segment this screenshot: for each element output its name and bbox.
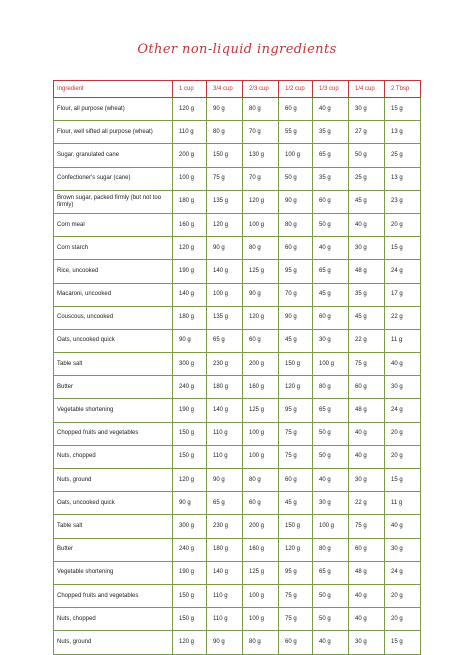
measurement-cell: 22 g [385, 307, 421, 330]
ingredient-name: Oats, uncooked quick [53, 330, 173, 353]
ingredient-name: Vegetable shortening [53, 562, 173, 585]
measurement-cell: 40 g [313, 98, 349, 121]
measurement-cell: 90 g [207, 469, 243, 492]
measurement-cell: 24 g [385, 399, 421, 422]
measurement-cell: 100 g [279, 144, 313, 167]
measurement-cell: 200 g [243, 515, 279, 538]
measurement-cell: 60 g [279, 469, 313, 492]
ingredient-name: Butter [53, 376, 173, 399]
table-row [53, 562, 421, 585]
measurement-cell: 100 g [243, 446, 279, 469]
measurement-cell: 75 g [279, 585, 313, 608]
measurement-cell: 80 g [243, 631, 279, 654]
measurement-cell: 110 g [207, 446, 243, 469]
table-row [53, 376, 421, 399]
measurement-cell: 15 g [385, 237, 421, 260]
measurement-cell: 70 g [243, 121, 279, 144]
measurement-cell: 60 g [313, 191, 349, 214]
ingredient-name: Macaroni, uncooked [53, 284, 173, 307]
measurement-cell: 140 g [173, 284, 207, 307]
measurement-cell: 90 g [279, 307, 313, 330]
table-row [53, 631, 421, 654]
measurement-cell: 60 g [279, 237, 313, 260]
measurement-cell: 180 g [207, 376, 243, 399]
measurement-cell: 120 g [173, 631, 207, 654]
measurement-cell: 25 g [349, 168, 385, 191]
measurement-cell: 150 g [279, 353, 313, 376]
measurement-cell: 75 g [279, 446, 313, 469]
ingredient-name: Chopped fruits and vegetables [53, 585, 173, 608]
measurement-cell: 75 g [349, 515, 385, 538]
measurement-cell: 75 g [349, 353, 385, 376]
measurement-cell: 45 g [349, 307, 385, 330]
measurement-cell: 110 g [173, 121, 207, 144]
measurement-cell: 100 g [207, 284, 243, 307]
measurement-cell: 30 g [349, 237, 385, 260]
measurement-cell: 160 g [243, 376, 279, 399]
measurement-cell: 40 g [349, 423, 385, 446]
measurement-cell: 13 g [385, 168, 421, 191]
table-row [53, 284, 421, 307]
column-header-3-4-cup: 3/4 cup [207, 80, 243, 98]
measurement-cell: 23 g [385, 191, 421, 214]
measurement-cell: 22 g [349, 330, 385, 353]
table-row [53, 191, 421, 214]
measurement-cell: 20 g [385, 608, 421, 631]
measurement-cell: 95 g [279, 399, 313, 422]
measurement-cell: 120 g [243, 307, 279, 330]
measurement-cell: 20 g [385, 214, 421, 237]
measurement-cell: 65 g [207, 492, 243, 515]
measurement-cell: 190 g [173, 399, 207, 422]
measurement-cell: 75 g [279, 423, 313, 446]
measurement-cell: 110 g [207, 423, 243, 446]
measurement-cell: 40 g [349, 585, 385, 608]
table-row [53, 214, 421, 237]
ingredient-name: Sugar, granulated cane [53, 144, 173, 167]
measurement-cell: 100 g [243, 585, 279, 608]
measurement-cell: 120 g [173, 469, 207, 492]
measurement-cell: 180 g [173, 307, 207, 330]
measurement-cell: 90 g [279, 191, 313, 214]
ingredient-name: Nuts, chopped [53, 608, 173, 631]
ingredient-name: Nuts, chopped [53, 446, 173, 469]
measurement-cell: 190 g [173, 562, 207, 585]
table-row [53, 608, 421, 631]
measurement-cell: 125 g [243, 562, 279, 585]
measurement-cell: 45 g [279, 492, 313, 515]
measurement-cell: 240 g [173, 539, 207, 562]
measurement-cell: 48 g [349, 562, 385, 585]
measurement-cell: 200 g [243, 353, 279, 376]
measurement-cell: 70 g [243, 168, 279, 191]
measurement-cell: 120 g [173, 98, 207, 121]
measurement-cell: 150 g [173, 446, 207, 469]
table-row [53, 237, 421, 260]
measurement-cell: 15 g [385, 631, 421, 654]
measurement-cell: 90 g [173, 330, 207, 353]
measurement-cell: 40 g [313, 469, 349, 492]
column-header-1-2-cup: 1/2 cup [279, 80, 313, 98]
measurement-cell: 60 g [349, 539, 385, 562]
measurement-cell: 40 g [349, 446, 385, 469]
table-row [53, 307, 421, 330]
table-row [53, 585, 421, 608]
measurement-cell: 120 g [243, 191, 279, 214]
table-row [53, 260, 421, 283]
measurement-cell: 120 g [279, 539, 313, 562]
page-title: Other non-liquid ingredients [137, 42, 337, 57]
measurement-cell: 60 g [243, 492, 279, 515]
table-row [53, 330, 421, 353]
measurement-cell: 15 g [385, 98, 421, 121]
table-row [53, 144, 421, 167]
ingredient-name: Flour, well sifted all purpose (wheat) [53, 121, 173, 144]
table-row [53, 515, 421, 538]
ingredient-name: Chopped fruits and vegetables [53, 423, 173, 446]
measurement-cell: 40 g [385, 515, 421, 538]
measurement-cell: 120 g [207, 214, 243, 237]
measurement-cell: 13 g [385, 121, 421, 144]
measurement-cell: 24 g [385, 260, 421, 283]
ingredient-name: Brown sugar, packed firmly (but not too firmly) [53, 191, 173, 214]
measurement-cell: 35 g [349, 284, 385, 307]
measurement-cell: 100 g [243, 214, 279, 237]
measurement-cell: 30 g [349, 631, 385, 654]
measurement-cell: 230 g [207, 353, 243, 376]
ingredient-name: Butter [53, 539, 173, 562]
measurement-cell: 75 g [207, 168, 243, 191]
measurement-cell: 40 g [385, 353, 421, 376]
table-row [53, 539, 421, 562]
table-row [53, 121, 421, 144]
measurement-cell: 27 g [349, 121, 385, 144]
measurement-cell: 24 g [385, 562, 421, 585]
ingredient-name: Table salt [53, 515, 173, 538]
measurement-cell: 150 g [207, 144, 243, 167]
header-row [53, 80, 421, 98]
measurement-cell: 100 g [173, 168, 207, 191]
measurement-cell: 150 g [173, 423, 207, 446]
table-row [53, 168, 421, 191]
measurement-cell: 65 g [313, 144, 349, 167]
measurement-cell: 55 g [279, 121, 313, 144]
measurement-cell: 90 g [207, 237, 243, 260]
measurement-cell: 40 g [313, 237, 349, 260]
table-row [53, 423, 421, 446]
measurement-cell: 95 g [279, 562, 313, 585]
measurement-cell: 140 g [207, 562, 243, 585]
measurement-cell: 90 g [173, 492, 207, 515]
measurement-cell: 35 g [313, 121, 349, 144]
measurement-cell: 80 g [279, 214, 313, 237]
measurement-cell: 45 g [313, 284, 349, 307]
measurement-cell: 30 g [385, 376, 421, 399]
conversion-table [53, 80, 421, 655]
measurement-cell: 30 g [349, 469, 385, 492]
measurement-cell: 180 g [207, 539, 243, 562]
measurement-cell: 11 g [385, 330, 421, 353]
measurement-cell: 30 g [313, 330, 349, 353]
measurement-cell: 300 g [173, 353, 207, 376]
measurement-cell: 65 g [313, 562, 349, 585]
measurement-cell: 60 g [349, 376, 385, 399]
ingredient-name: Corn meal [53, 214, 173, 237]
column-header-1-3-cup: 1/3 cup [313, 80, 349, 98]
measurement-cell: 60 g [279, 98, 313, 121]
measurement-cell: 48 g [349, 399, 385, 422]
ingredient-name: Table salt [53, 353, 173, 376]
measurement-cell: 70 g [279, 284, 313, 307]
measurement-cell: 300 g [173, 515, 207, 538]
measurement-cell: 45 g [279, 330, 313, 353]
measurement-cell: 80 g [243, 98, 279, 121]
table-row [53, 492, 421, 515]
measurement-cell: 50 g [349, 144, 385, 167]
measurement-cell: 180 g [173, 191, 207, 214]
measurement-cell: 50 g [313, 423, 349, 446]
measurement-cell: 90 g [243, 284, 279, 307]
measurement-cell: 20 g [385, 446, 421, 469]
measurement-cell: 240 g [173, 376, 207, 399]
column-header-1-cup: 1 cup [173, 80, 207, 98]
ingredient-name: Couscous, uncooked [53, 307, 173, 330]
ingredient-name: Vegetable shortening [53, 399, 173, 422]
measurement-cell: 120 g [173, 237, 207, 260]
table-row [53, 399, 421, 422]
table-row [53, 98, 421, 121]
measurement-cell: 60 g [313, 307, 349, 330]
measurement-cell: 100 g [243, 608, 279, 631]
measurement-cell: 45 g [349, 191, 385, 214]
measurement-cell: 190 g [173, 260, 207, 283]
measurement-cell: 150 g [173, 585, 207, 608]
measurement-cell: 110 g [207, 608, 243, 631]
measurement-cell: 200 g [173, 144, 207, 167]
measurement-cell: 50 g [313, 214, 349, 237]
measurement-cell: 11 g [385, 492, 421, 515]
measurement-cell: 130 g [243, 144, 279, 167]
table-row [53, 446, 421, 469]
measurement-cell: 120 g [279, 376, 313, 399]
measurement-cell: 50 g [313, 446, 349, 469]
ingredient-name: Nuts, ground [53, 631, 173, 654]
measurement-cell: 30 g [349, 98, 385, 121]
measurement-cell: 25 g [385, 144, 421, 167]
measurement-cell: 80 g [313, 376, 349, 399]
table-body [53, 98, 421, 655]
measurement-cell: 100 g [313, 353, 349, 376]
measurement-cell: 30 g [313, 492, 349, 515]
measurement-cell: 50 g [313, 608, 349, 631]
ingredient-name: Confectioner's sugar (cane) [53, 168, 173, 191]
measurement-cell: 30 g [385, 539, 421, 562]
column-header-1-4-cup: 1/4 cup [349, 80, 385, 98]
measurement-cell: 40 g [313, 631, 349, 654]
measurement-cell: 65 g [313, 260, 349, 283]
ingredient-name: Flour, all purpose (wheat) [53, 98, 173, 121]
measurement-cell: 160 g [243, 539, 279, 562]
measurement-cell: 140 g [207, 260, 243, 283]
measurement-cell: 110 g [207, 585, 243, 608]
measurement-cell: 90 g [207, 631, 243, 654]
measurement-cell: 230 g [207, 515, 243, 538]
ingredient-name: Rice, uncooked [53, 260, 173, 283]
ingredient-name: Corn starch [53, 237, 173, 260]
column-header-ingredient: Ingredient [53, 80, 173, 98]
measurement-cell: 17 g [385, 284, 421, 307]
measurement-cell: 80 g [313, 539, 349, 562]
measurement-cell: 35 g [313, 168, 349, 191]
measurement-cell: 40 g [349, 608, 385, 631]
measurement-cell: 135 g [207, 191, 243, 214]
measurement-cell: 60 g [243, 330, 279, 353]
ingredient-name: Oats, uncooked quick [53, 492, 173, 515]
measurement-cell: 135 g [207, 307, 243, 330]
measurement-cell: 160 g [173, 214, 207, 237]
measurement-cell: 20 g [385, 423, 421, 446]
measurement-cell: 60 g [279, 631, 313, 654]
measurement-cell: 125 g [243, 399, 279, 422]
measurement-cell: 20 g [385, 585, 421, 608]
measurement-cell: 75 g [279, 608, 313, 631]
measurement-cell: 80 g [243, 469, 279, 492]
ingredient-name: Nuts, ground [53, 469, 173, 492]
measurement-cell: 100 g [313, 515, 349, 538]
measurement-cell: 65 g [207, 330, 243, 353]
table-row [53, 353, 421, 376]
measurement-cell: 40 g [349, 214, 385, 237]
measurement-cell: 65 g [313, 399, 349, 422]
measurement-cell: 125 g [243, 260, 279, 283]
measurement-cell: 150 g [279, 515, 313, 538]
measurement-cell: 80 g [207, 121, 243, 144]
table-row [53, 469, 421, 492]
measurement-cell: 50 g [279, 168, 313, 191]
table-header [53, 80, 421, 98]
measurement-cell: 50 g [313, 585, 349, 608]
measurement-cell: 100 g [243, 423, 279, 446]
measurement-cell: 22 g [349, 492, 385, 515]
measurement-cell: 140 g [207, 399, 243, 422]
measurement-cell: 48 g [349, 260, 385, 283]
column-header-2-3-cup: 2/3 cup [243, 80, 279, 98]
measurement-cell: 150 g [173, 608, 207, 631]
measurement-cell: 90 g [207, 98, 243, 121]
measurement-cell: 15 g [385, 469, 421, 492]
measurement-cell: 95 g [279, 260, 313, 283]
measurement-cell: 80 g [243, 237, 279, 260]
column-header-2-tbsp: 2 Tbsp [385, 80, 421, 98]
